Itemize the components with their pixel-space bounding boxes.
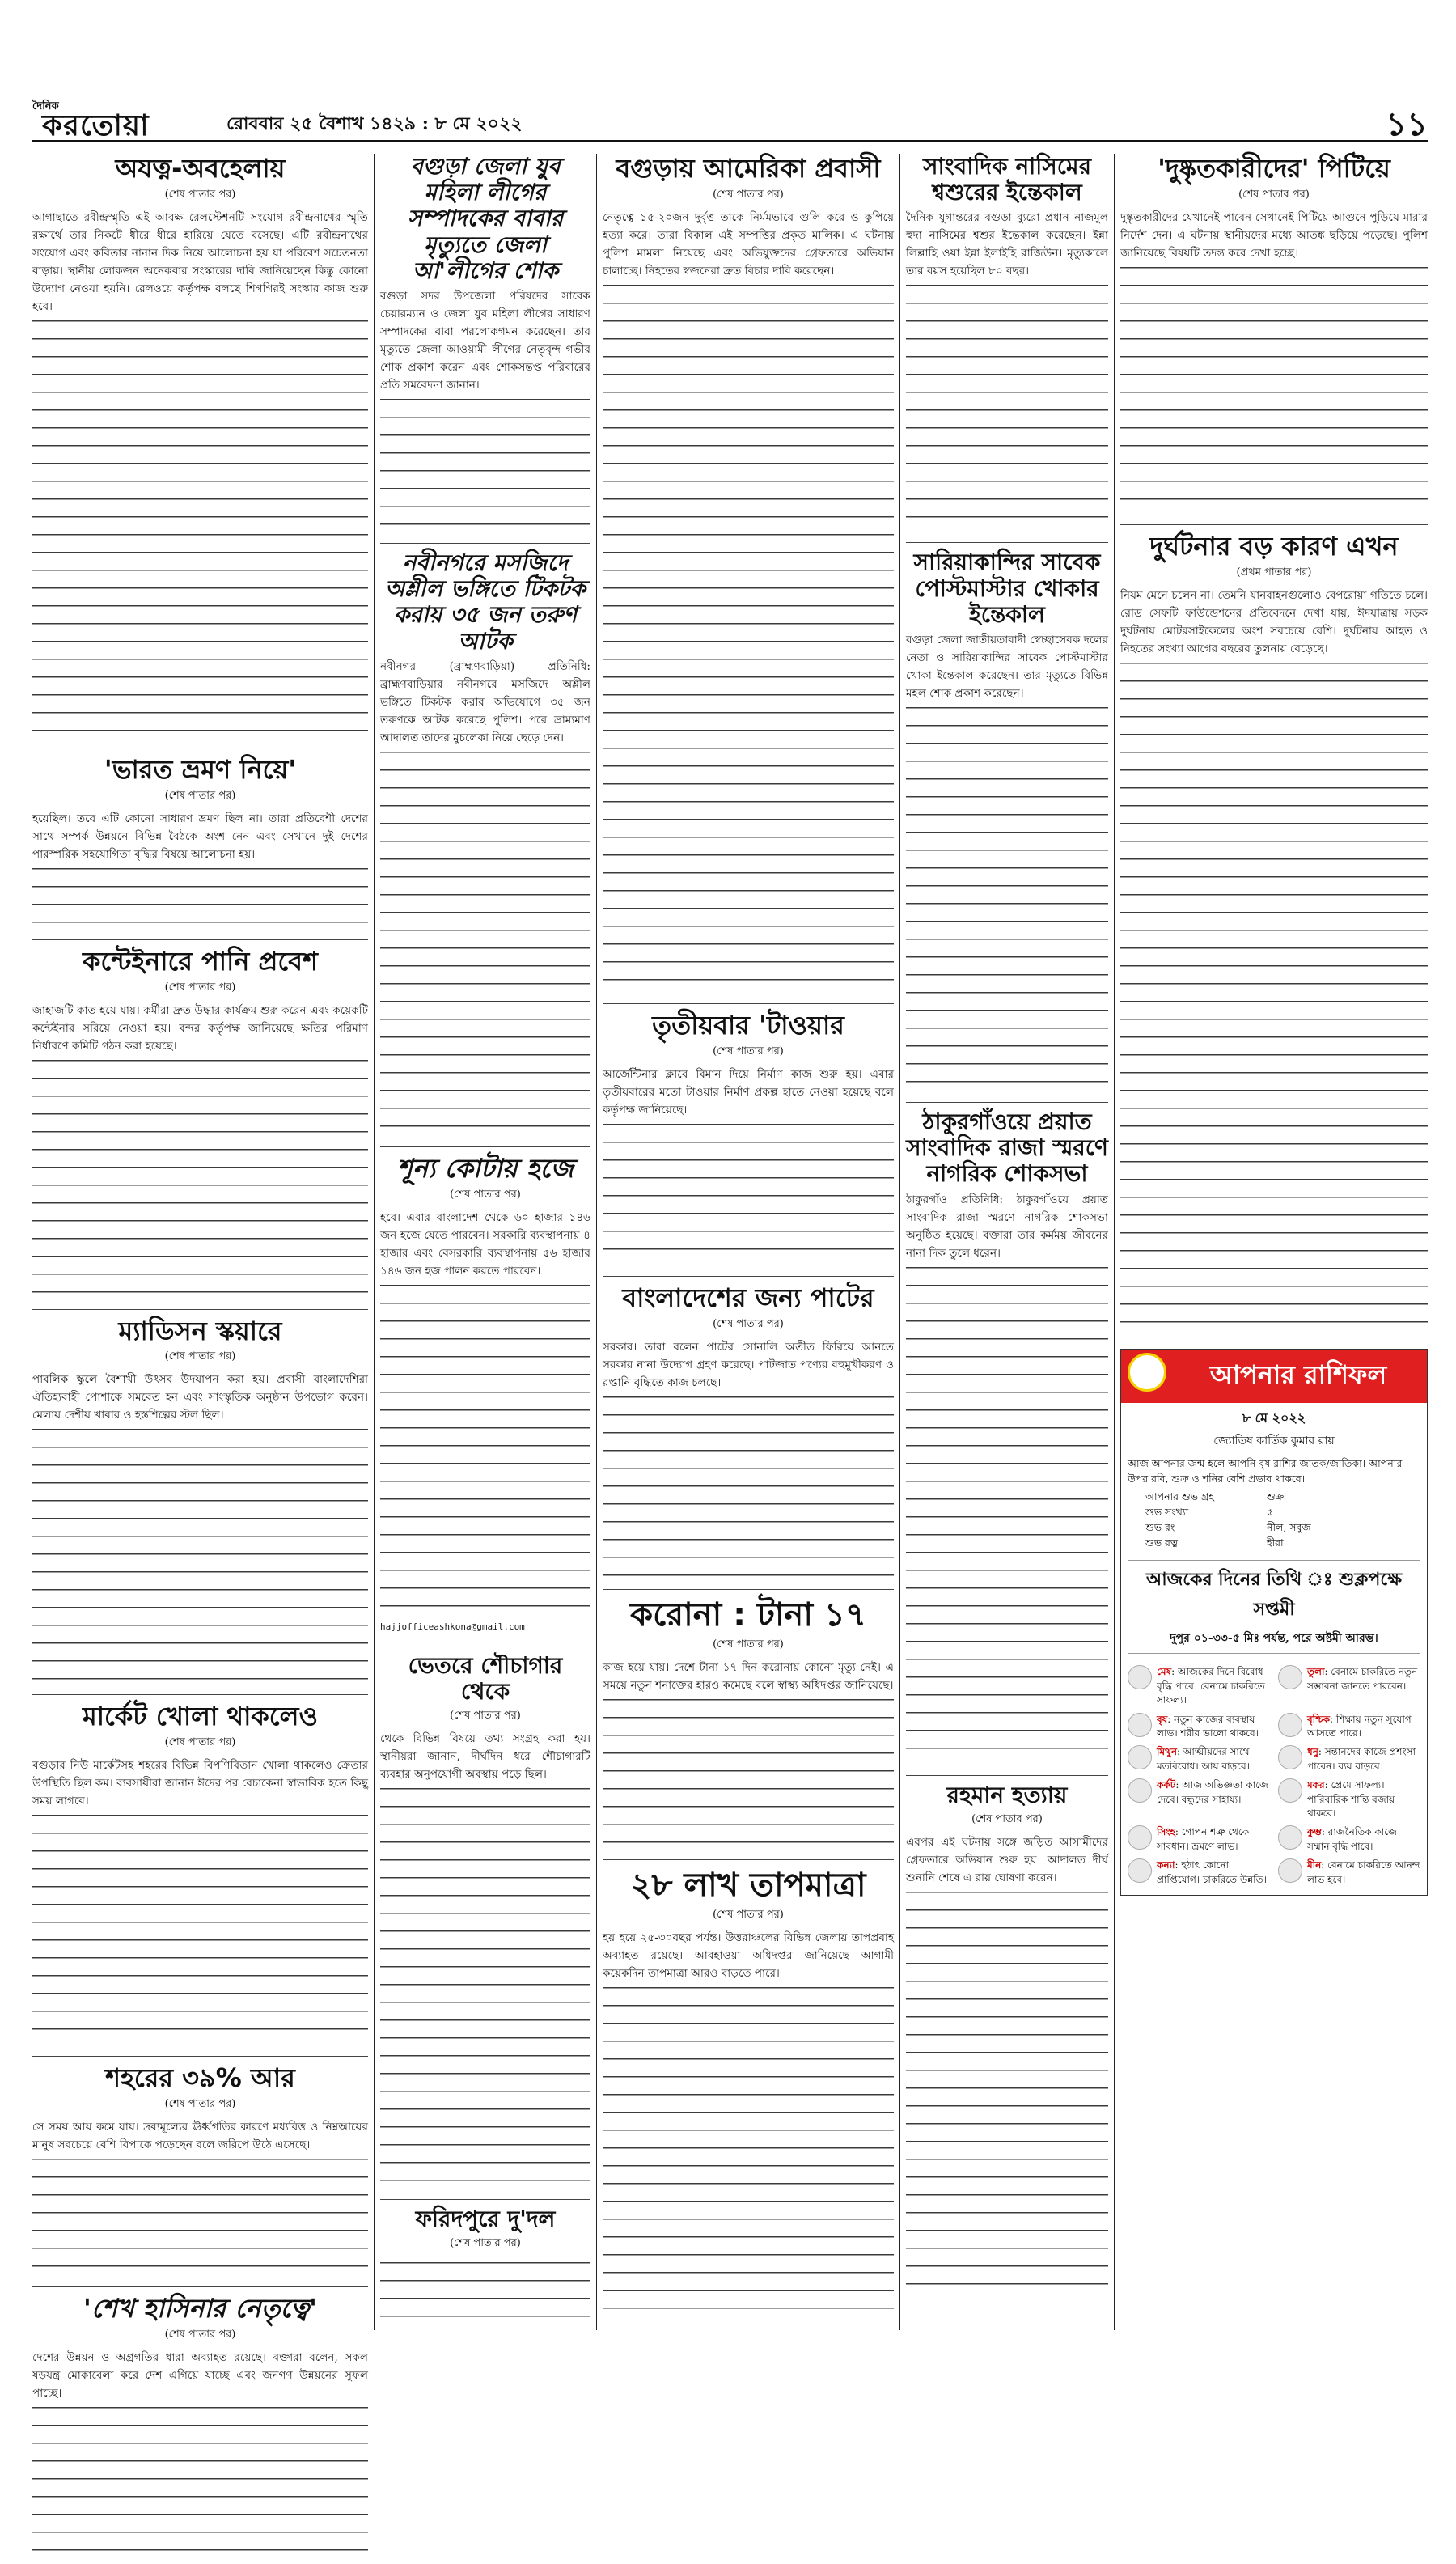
tithi-time: দুপুর ০১-৩৩-৫ মিঃ পর্যন্ত, পরে অষ্টমী আরম্ভ। <box>1170 1632 1378 1646</box>
horoscope-intro: আজ আপনার জন্ম হলে আপনি বৃষ রাশির জাতক/জাতিকা। আপনার উপর রবি, শুক্র ও শনির বেশি প্রভাব থাকবে। <box>1128 1456 1403 1485</box>
article <box>1120 154 1428 513</box>
article <box>32 2063 368 2275</box>
continued-label: (শেষ পাতার পর) <box>971 1812 1043 1825</box>
headline: অযত্ন-অবহেলায় <box>115 153 286 184</box>
headline: সাংবাদিক নাসিমের শ্বশুরের ইন্তেকাল <box>923 153 1091 206</box>
article-body: পাবলিক স্কুলে বৈশাখী উৎসব উদযাপন করা হয়। প্রবাসী বাংলাদেশিরা ঐতিহ্যবাহী পোশাকে সমবেত হন এবং সাংস্কৃতিক অনুষ্ঠান উপভোগ করেন। মেলায় দেশীয় খাবার ও হস্তশিল্পের স্টল ছিল। <box>32 1373 368 1422</box>
sign-text: প্রেমে সাফল্য। পারিবারিক শান্তি বজায় থাকবে। <box>1307 1779 1395 1819</box>
lucky-key: শুভ রত্ন <box>1145 1536 1179 1549</box>
sign-name: কুম্ভ <box>1307 1826 1322 1838</box>
sign-name: বৃশ্চিক <box>1307 1713 1331 1725</box>
column-rule <box>596 154 597 2330</box>
article-body: কাজ হয়ে যায়। দেশে টানা ১৭ দিন করোনায় কোনো মৃত্যু নেই। এ সময়ে নতুন শনাক্তের হারও কমেছে বলে স্বাস্থ্য অধিদপ্তর জানিয়েছে। <box>603 1660 894 1692</box>
continued-label: (শেষ পাতার পর) <box>164 981 236 994</box>
newspaper-logo <box>32 99 206 142</box>
continued-label: (শেষ পাতার পর) <box>713 1045 784 1057</box>
divider <box>906 1775 1108 1776</box>
article-body: দুষ্কৃতকারীদের যেখানেই পাবেন সেখানেই পিটিয়ে আগুনে পুড়িয়ে মারার নির্দেশ দেন। এ ঘটনায় স্থানীয়দের মধ্যে আতঙ্ক ছড়িয়ে পড়েছে। পুলিশ জানিয়েছে বিষয়টি তদন্ত করে দেখা হচ্ছে। <box>1120 210 1428 260</box>
zodiac-wheel-icon <box>1128 1353 1166 1392</box>
body-lines <box>906 280 1108 531</box>
article <box>603 1011 894 1265</box>
cancer-icon <box>1128 1778 1152 1803</box>
article-body: সরকার। তারা বলেন পাটের সোনালি অতীত ফিরিয়ে আনতে সরকার নানা উদ্যোগ গ্রহণ করেছে। পাটজাত পণ্যের বহুমুখীকরণ ও রপ্তানি বৃদ্ধিতে কাজ চলছে। <box>603 1340 894 1389</box>
article <box>380 154 590 532</box>
sign-text: আত্মীয়দের সাথে মতবিরোধ। আয় বাড়বে। <box>1157 1746 1250 1772</box>
article <box>32 755 368 928</box>
article <box>603 154 894 992</box>
sign-text: আজ অভিজ্ঞতা কাজে দেবে। বন্ধুদের সাহায্য। <box>1157 1779 1268 1805</box>
body-lines <box>906 702 1108 1091</box>
article <box>603 1283 894 1578</box>
continued-label: (প্রথম পাতার পর) <box>1236 566 1312 578</box>
body-lines <box>32 1424 368 1683</box>
sign-text: বেনামে চাকরিতে আনন্দ লাভ হবে। <box>1307 1859 1420 1885</box>
horoscope-box <box>1120 1349 1428 1896</box>
sign-text: গোপন শত্রু থেকে সাবধান। ভ্রমণে লাভ। <box>1157 1826 1250 1852</box>
continued-label: (শেষ পাতার পর) <box>713 188 784 201</box>
scorpio-icon <box>1278 1713 1302 1737</box>
sign-name: কন্যা <box>1157 1859 1175 1871</box>
lucky-value: হীরা <box>1267 1536 1284 1549</box>
taurus-icon <box>1128 1713 1152 1737</box>
article-body: জাহাজটি কাত হয়ে যায়। কর্মীরা দ্রুত উদ্ধার কার্যক্রম শুরু করেন এবং কয়েকটি কন্টেইনার সরিয়ে নেওয়া হয়। বন্দর কর্তৃপক্ষ জানিয়েছে ক্ষতির পরিমাণ নির্ধারণে কমিটি গঠন করা হয়েছে। <box>32 1003 368 1053</box>
article <box>603 1867 894 2322</box>
zodiac-sign: ধনু: সন্তানদের কাজে প্রশংসা পাবেন। ব্যয় বাড়বে। <box>1278 1745 1420 1774</box>
article <box>380 2206 590 2330</box>
divider <box>380 1146 590 1147</box>
body-lines <box>32 316 368 736</box>
horoscope-title-text: আপনার রাশিফল <box>1209 1358 1387 1390</box>
zodiac-signs <box>1121 1660 1427 1894</box>
lucky-row <box>1145 1536 1403 1551</box>
article-body: বগুড়া জেলা জাতীয়তাবাদী স্বেচ্ছাসেবক দলের নেতা ও সারিয়াকান্দির সাবেক পোস্টমাস্টার খোকা ইন্তেকাল করেছেন। তার মৃত্যুতে বিভিন্ন মহল শোক প্রকাশ করেছেন। <box>906 634 1108 701</box>
headline: ফরিদপুরে দু'দল <box>415 2205 556 2232</box>
lucky-key: শুভ রং <box>1145 1520 1175 1533</box>
email-address: hajjofficeashkona@gmail.com <box>380 1621 525 1632</box>
article <box>32 947 368 1298</box>
zodiac-sign: মীন: বেনামে চাকরিতে আনন্দ লাভ হবে। <box>1278 1858 1420 1887</box>
headline: মার্কেট খোলা থাকলেও <box>82 1701 319 1732</box>
continued-label: (শেষ পাতার পর) <box>164 188 236 201</box>
column-2 <box>380 154 590 2330</box>
horoscope-author: জ্যোতিষ কার্তিক কুমার রায় <box>1213 1434 1335 1447</box>
body-lines <box>32 863 368 928</box>
headline: 'দুষ্কৃতকারীদের' পিটিয়ে <box>1158 153 1390 184</box>
headline: করোনা : টানা ১৭ <box>630 1596 866 1634</box>
divider <box>380 543 590 544</box>
article <box>380 550 590 1135</box>
headline: দুর্ঘটনার বড় কারণ এখন <box>1149 530 1399 562</box>
body-lines <box>32 1810 368 2045</box>
body-lines <box>380 1280 590 1620</box>
headline: নবীনগরে মসজিদে অশ্লীল ভঙ্গিতে টিকটক করায় ৩৫ জন তরুণ আটক <box>384 549 586 655</box>
article <box>906 1782 1108 2291</box>
zodiac-sign: সিংহ: গোপন শত্রু থেকে সাবধান। ভ্রমণে লাভ। <box>1128 1825 1270 1854</box>
column-3 <box>603 154 894 2330</box>
zodiac-sign: কন্যা: হঠাৎ কোনো প্রাপ্তিযোগ। চাকরিতে উন্নতি। <box>1128 1858 1270 1887</box>
headline: 'শেখ হাসিনার নেতৃত্বে' <box>83 2293 317 2325</box>
column-rule <box>374 154 375 2330</box>
pisces-icon <box>1278 1858 1302 1883</box>
body-lines <box>1120 262 1428 513</box>
sign-name: মকর <box>1307 1779 1325 1791</box>
continued-label: (শেষ পাতার পর) <box>164 789 236 802</box>
article-body: হবে। এবার বাংলাদেশ থেকে ৬০ হাজার ১৪৬ জন হজে যেতে পারবেন। সরকারি ব্যবস্থাপনায় ৪ হাজার এবং বেসরকারি ব্যবস্থাপনায় ৫৬ হাজার ১৪৬ জন হজ পালন করতে পারবেন। <box>380 1210 590 1278</box>
article-body: হয় হয়ে ২৫-৩০বছর পর্যন্ত। উত্তরাঞ্চলের বিভিন্ন জেলায় তাপপ্রবাহ অব্যাহত রয়েছে। আবহাওয়া অধিদপ্তর জানিয়েছে আগামী কয়েকদিন তাপমাত্রা আরও বাড়তে পারে। <box>603 1930 894 1980</box>
continued-label: (শেষ পাতার পর) <box>713 1317 784 1330</box>
tithi-box <box>1128 1560 1420 1654</box>
headline: বগুড়া জেলা যুব মহিলা লীগের সম্পাদকের বাবার মৃত্যুতে জেলা আ'লীগের শোক <box>407 153 564 284</box>
lucky-key: আপনার শুভ গ্রহ <box>1145 1490 1214 1503</box>
article <box>380 1653 590 2188</box>
body-lines <box>906 1262 1108 1764</box>
column-4 <box>906 154 1108 2330</box>
article-body: এরপর এই ঘটনায় সঙ্গে জড়িত আসামীদের গ্রেফতারে অভিযান শুরু হয়। আদালত দীর্ঘ শুনানি শেষে এ রায় ঘোষণা করেন। <box>906 1835 1108 1884</box>
article-body: আগাছাতে রবীন্দ্রস্মৃতি এই আবক্ষ রেলস্টেশনটি সংযোগ রবীন্দ্রনাথের স্মৃতি রক্ষার্থে তার নিকটে ধীরে ধীরে হারিয়ে যেতে বসেছে। এটি রবীন্দ্রনাথের সংযোগ এবং কবিতার নানান দিক নিয়ে আলোচনা হয় যা পরিবেশ সচেতনতা বাড়ায়। স্থানীয় লোকজন অনেকবার সংস্কারের দাবি জানিয়েছেন কিন্তু কোনো উদ্যোগ নেওয়া হয়নি। রেলওয়ে কর্তৃপক্ষ বলছে শিগগিরই সংস্কার কাজ শুরু হবে। <box>32 210 368 313</box>
body-lines <box>906 1887 1108 2291</box>
sagittarius-icon <box>1278 1745 1302 1769</box>
headline: বগুড়ায় আমেরিকা প্রবাসী <box>616 153 881 184</box>
continued-label: (শেষ পাতার পর) <box>164 2328 236 2341</box>
article <box>906 1109 1108 1764</box>
column-rule <box>1114 154 1115 2330</box>
continued-label: (শেষ পাতার পর) <box>713 1908 784 1921</box>
lucky-table <box>1121 1486 1427 1553</box>
zodiac-sign: বৃশ্চিক: শিক্ষায় নতুন সুযোগ আসতে পারে। <box>1278 1713 1420 1741</box>
dateline: রোববার ২৫ বৈশাখ ১৪২৯ : ৮ মে ২০২২ <box>226 113 523 134</box>
article <box>32 2294 368 2564</box>
zodiac-sign: তুলা: বেনামে চাকরিতে নতুন সম্ভাবনা জানতে পারবেন। <box>1278 1665 1420 1707</box>
body-lines <box>380 2257 590 2330</box>
divider <box>603 1859 894 1860</box>
sign-name: তুলা <box>1307 1666 1325 1678</box>
sign-text: বেনামে চাকরিতে নতুন সম্ভাবনা জানতে পারবেন। <box>1307 1666 1418 1692</box>
article-body: নিয়ম মেনে চলেন না। তেমনি যানবাহনগুলোও বেপরোয়া গতিতে চলে। রোড সেফটি ফাউন্ডেশনের প্রতিবেদনে দেখা যায়, ঈদযাত্রায় সড়ক দুর্ঘটনায় মোটরসাইকেলের অংশ সবচেয়ে বেশি। দুর্ঘটনায় আহত ও নিহতের সংখ্যা আগের বছরের তুলনায় বেড়েছে। <box>1120 588 1428 655</box>
zodiac-sign: কর্কট: আজ অভিজ্ঞতা কাজে দেবে। বন্ধুদের সাহায্য। <box>1128 1778 1270 1820</box>
article-body: দেশের উন্নয়ন ও অগ্রগতির ধারা অব্যাহত রয়েছে। বক্তারা বলেন, সকল ষড়যন্ত্র মোকাবেলা করে দেশ এগিয়ে যাচ্ছে এবং জনগণ উন্নয়নের সুফল পাচ্ছে। <box>32 2350 368 2400</box>
continued-label: (শেষ পাতার পর) <box>450 1709 521 1722</box>
aquarius-icon <box>1278 1825 1302 1850</box>
sign-text: শিক্ষায় নতুন সুযোগ আসতে পারে। <box>1307 1713 1412 1740</box>
body-lines <box>32 2154 368 2275</box>
divider <box>906 1102 1108 1103</box>
body-lines <box>32 2402 368 2564</box>
body-lines <box>380 394 590 532</box>
headline: রহমান হত্যায় <box>946 1781 1068 1808</box>
article-body: আর্জেন্টিনার ক্লাবে বিমান দিয়ে নির্মাণ কাজ শুরু হয়। এবার তৃতীয়বারের মতো টাওয়ার নির্মাণ প্রকল্প হাতে নেওয়া হয়েছে বলে কর্তৃপক্ষ জানিয়েছে। <box>603 1067 894 1117</box>
sign-name: সিংহ <box>1157 1826 1175 1838</box>
headline: ভেতরে শৌচাগার থেকে <box>408 1651 563 1705</box>
continued-label: (শেষ পাতার পর) <box>164 1350 236 1363</box>
headline: সারিয়াকান্দির সাবেক পোস্টমাস্টার খোকার ইন্তেকাল <box>913 549 1101 628</box>
sign-text: রাজনৈতিক কাজে সম্মান বৃদ্ধি পাবে। <box>1307 1826 1397 1852</box>
body-lines <box>603 1694 894 1848</box>
sign-name: কর্কট <box>1157 1779 1176 1791</box>
sign-text: নতুন কাজের ব্যবস্থায় লাভ। শরীর ভালো থাকবে। <box>1157 1713 1259 1740</box>
headline: বাংলাদেশের জন্য পাটের <box>622 1282 874 1313</box>
lucky-value: ৫ <box>1267 1506 1274 1519</box>
divider <box>32 2056 368 2057</box>
article <box>32 1316 368 1684</box>
continued-label: (শেষ পাতার পর) <box>450 2237 521 2250</box>
headline: ২৮ লাখ তাপমাত্রা <box>630 1866 866 1904</box>
headline: 'ভারত ভ্রমণ নিয়ে' <box>104 753 297 785</box>
article-body: নেতৃত্বে ১৫-২০জন দুর্বৃত্ত তাকে নির্মমভাবে গুলি করে ও কুপিয়ে হত্যা করে। তারা বিকাল এই সম্পত্তির প্রকৃত মালিক। এ ঘটনায় পুলিশ মামলা নিয়েছে এবং অভিযুক্তদের গ্রেফতারে অভিযান চালাচ্ছে। নিহতের স্বজনেরা দ্রুত বিচার দাবি করেছেন। <box>603 210 894 278</box>
article-body: সে সময় আয় কমে যায়। দ্রব্যমূল্যের ঊর্ধ্বগতির কারণে মধ্যবিত্ত ও নিম্নআয়ের মানুষ সবচেয়ে বেশি বিপাকে পড়েছেন বলে জরিপে উঠে এসেছে। <box>32 2121 368 2152</box>
article-body: থেকে বিভিন্ন বিষয়ে তথ্য সংগ্রহ করা হয়। স্থানীয়রা জানান, দীর্ঘদিন ধরে শৌচাগারটি ব্যবহার অনুপযোগী অবস্থায় পড়ে ছিল। <box>380 1731 590 1781</box>
divider <box>906 542 1108 543</box>
article <box>32 154 368 736</box>
divider <box>32 2286 368 2287</box>
aries-icon <box>1128 1665 1152 1689</box>
column-1 <box>32 153 368 2400</box>
leo-icon <box>1128 1825 1152 1850</box>
article <box>380 1154 590 1634</box>
article <box>603 1596 894 1848</box>
article <box>906 549 1108 1091</box>
column-rule <box>899 154 900 2330</box>
article <box>32 1702 368 2045</box>
article-body: বগুড়ার নিউ মার্কেটসহ শহরের বিভিন্ন বিপণিবিতান খোলা থাকলেও ক্রেতার উপস্থিতি ছিল কম। ব্যবসায়ীরা জানান ঈদের পর বেচাকেনা স্বাভাবিক হতে কিছু সময় লাগবে। <box>32 1759 368 1808</box>
masthead <box>32 95 1428 142</box>
headline: শহরের ৩৯% আর <box>105 2062 295 2094</box>
article <box>1120 532 1428 1337</box>
logo-small: দৈনিক <box>32 100 59 112</box>
body-lines <box>32 1055 368 1298</box>
sign-name: বৃষ <box>1157 1713 1168 1725</box>
headline: ঠাকুরগাঁওয়ে প্রয়াত সাংবাদিক রাজা স্মরণে নাগরিক শোকসভা <box>906 1108 1108 1188</box>
column-5 <box>1120 154 1428 2330</box>
lucky-value: নীল, সবুজ <box>1267 1520 1311 1533</box>
body-lines <box>603 1982 894 2322</box>
article <box>906 154 1108 531</box>
article-body: ঠাকুরগাঁও প্রতিনিধি: ঠাকুরগাঁওয়ে প্রয়াত সাংবাদিক রাজা স্মরণে নাগরিক শোকসভা অনুষ্ঠিত হয়েছে। বক্তারা তার কর্মময় জীবনের নানা দিক তুলে ধরেন। <box>906 1193 1108 1260</box>
divider <box>380 2199 590 2200</box>
gemini-icon <box>1128 1745 1152 1769</box>
sign-name: মেষ <box>1157 1666 1172 1678</box>
divider <box>603 1003 894 1004</box>
zodiac-sign: মকর: প্রেমে সাফল্য। পারিবারিক শান্তি বজায় থাকবে। <box>1278 1778 1420 1820</box>
continued-label: (শেষ পাতার পর) <box>450 1188 521 1201</box>
lucky-row <box>1145 1505 1403 1520</box>
headline: কন্টেইনারে পানি প্রবেশ <box>83 945 318 977</box>
continued-label: (শেষ পাতার পর) <box>1238 188 1310 201</box>
article-body: বগুড়া সদর উপজেলা পরিষদের সাবেক চেয়ারম্যান ও জেলা যুব মহিলা লীগের সাধারণ সম্পাদকের বাবা পরলোকগমন করেছেন। তার মৃত্যুতে জেলা আওয়ামী লীগের নেতৃবৃন্দ গভীর শোক প্রকাশ করেন এবং শোকসন্তপ্ত পরিবারের প্রতি সমবেদনা জানান। <box>380 289 590 392</box>
continued-label: (শেষ পাতার পর) <box>164 2098 236 2111</box>
virgo-icon <box>1128 1858 1152 1883</box>
divider <box>603 1589 894 1590</box>
libra-icon <box>1278 1665 1302 1689</box>
zodiac-sign: মেষ: আজকের দিনে বিরোধ বৃদ্ধি পাবে। বেনামে চাকরিতে সাফল্য। <box>1128 1665 1270 1707</box>
continued-label: (শেষ পাতার পর) <box>713 1638 784 1651</box>
body-lines <box>1120 658 1428 1337</box>
sign-name: ধনু <box>1307 1746 1318 1758</box>
lucky-row <box>1145 1490 1403 1505</box>
article-body: নবীনগর (ব্রাহ্মণবাড়িয়া) প্রতিনিধি: ব্রাহ্মণবাড়িয়ার নবীনগরে মসজিদে অশ্লীল ভঙ্গিতে টিকটক করার অভিযোগে ৩৫ জন তরুণকে আটক করেছে পুলিশ। পরে ভ্রাম্যমাণ আদালত তাদের মুচলেকা নিয়ে ছেড়ে দেন। <box>380 659 590 744</box>
divider <box>32 939 368 940</box>
headline: তৃতীয়বার 'টাওয়ার <box>652 1009 844 1040</box>
body-lines <box>380 747 590 1135</box>
page-number: ১১ <box>1386 105 1428 143</box>
body-lines <box>380 1783 590 2188</box>
sign-text: সন্তানদের কাজে প্রশংসা পাবেন। ব্যয় বাড়বে। <box>1307 1746 1416 1772</box>
body-lines <box>603 280 894 992</box>
lucky-value: শুক্র <box>1267 1490 1285 1503</box>
horoscope-title <box>1121 1350 1427 1403</box>
sign-name: মীন <box>1307 1859 1322 1871</box>
divider <box>1120 524 1428 525</box>
body-lines <box>603 1119 894 1265</box>
headline: ম্যাডিসন স্কয়ারে <box>118 1315 282 1346</box>
horoscope-date: ৮ মে ২০২২ <box>1242 1409 1306 1426</box>
divider <box>603 1276 894 1277</box>
sign-text: আজকের দিনে বিরোধ বৃদ্ধি পাবে। বেনামে চাকরিতে সাফল্য। <box>1157 1666 1265 1706</box>
article-body: হয়েছিল। তবে এটি কোনো সাধারণ ভ্রমণ ছিল না। তারা প্রতিবেশী দেশের সাথে সম্পর্ক উন্নয়নে বিভিন্ন বৈঠকে অংশ নেন এবং সেখানে দুই দেশের পারস্পরিক সহযোগিতা বৃদ্ধির বিষয়ে আলোচনা হয়। <box>32 812 368 861</box>
lucky-key: শুভ সংখ্যা <box>1145 1506 1189 1519</box>
zodiac-sign: কুম্ভ: রাজনৈতিক কাজে সম্মান বৃদ্ধি পাবে। <box>1278 1825 1420 1854</box>
zodiac-sign: মিথুন: আত্মীয়দের সাথে মতবিরোধ। আয় বাড়বে। <box>1128 1745 1270 1774</box>
body-lines <box>603 1392 894 1578</box>
divider <box>32 1309 368 1310</box>
divider <box>32 1694 368 1695</box>
tithi-title: আজকের দিনের তিথি ঃ শুক্লপক্ষে সপ্তমী <box>1145 1570 1403 1621</box>
capricorn-icon <box>1278 1778 1302 1803</box>
sign-name: মিথুন <box>1157 1746 1178 1758</box>
sign-text: হঠাৎ কোনো প্রাপ্তিযোগ। চাকরিতে উন্নতি। <box>1157 1859 1267 1885</box>
article-body: দৈনিক যুগান্তরের বগুড়া ব্যুরো প্রধান নাজমুল হুদা নাসিমের শ্বশুর ইন্তেকাল করেছেন। ইন্না লিল্লাহি ওয়া ইন্না ইলাইহি রাজিউন। মৃত্যুকালে তার বয়স হয়েছিল ৮০ বছর। <box>906 211 1108 278</box>
zodiac-sign: বৃষ: নতুন কাজের ব্যবস্থায় লাভ। শরীর ভালো থাকবে। <box>1128 1713 1270 1741</box>
headline: শূন্য কোটায় হজে <box>396 1152 574 1184</box>
continued-label: (শেষ পাতার পর) <box>164 1736 236 1749</box>
logo-big: করতোয়া <box>42 108 150 142</box>
lucky-row <box>1145 1520 1403 1536</box>
